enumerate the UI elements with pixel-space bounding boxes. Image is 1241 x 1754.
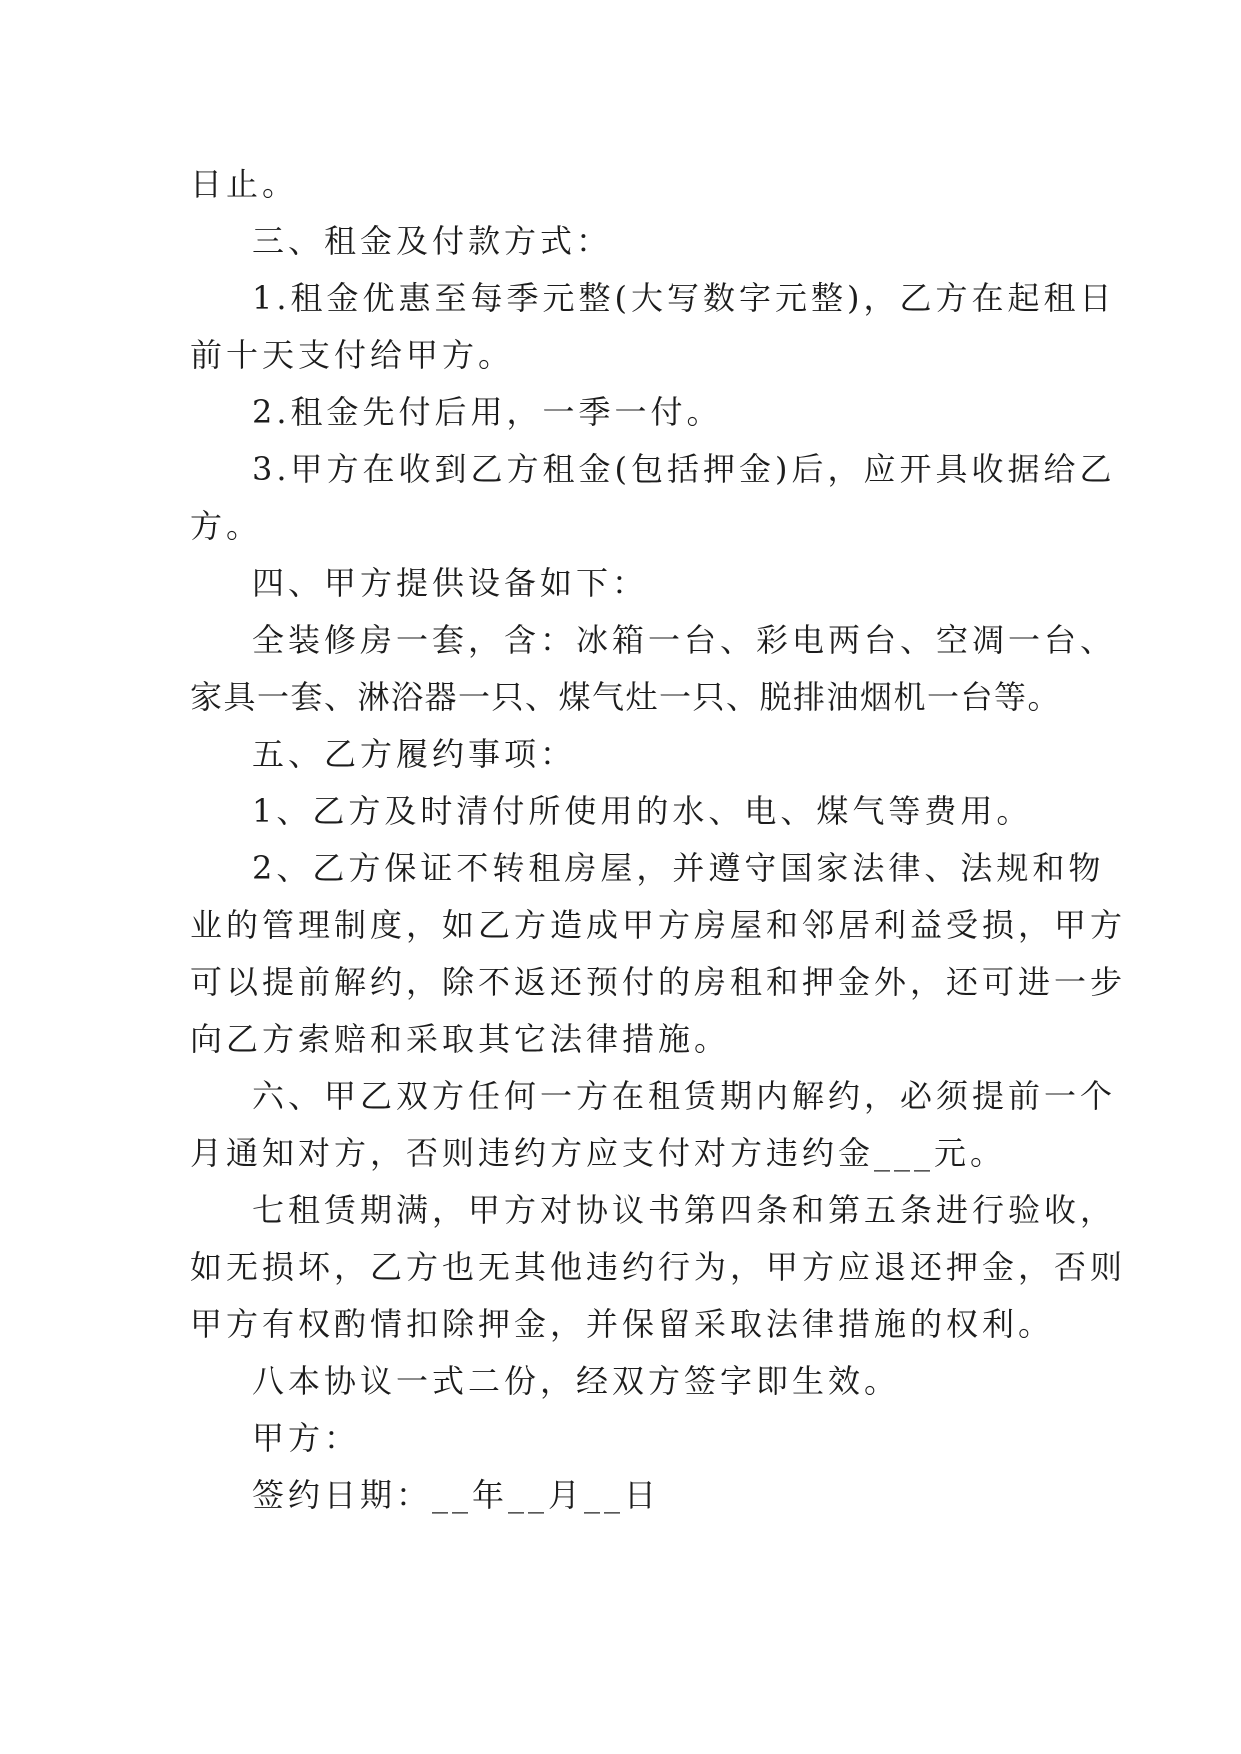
- section-heading: 七租赁期满，甲方对协议书第四条和第五条进行验收，: [252, 1191, 1117, 1229]
- text-line: 甲方有权酌情扣除押金，并保留采取法律措施的权利。: [190, 1305, 1055, 1343]
- text-line: 前十天支付给甲方。: [190, 336, 515, 374]
- text-line: 向乙方索赔和采取其它法律措施。: [190, 1020, 731, 1058]
- section-heading: 五、乙方履约事项：: [252, 735, 577, 773]
- text-line: 1、乙方及时清付所使用的水、电、煤气等费用。: [252, 792, 1033, 830]
- section-heading: 六、甲乙双方任何一方在租赁期内解约，必须提前一个: [252, 1077, 1117, 1115]
- text-line: 2.租金先付后用，一季一付。: [252, 393, 723, 431]
- section-heading: 四、甲方提供设备如下：: [252, 564, 649, 602]
- section-heading: 八本协议一式二份，经双方签字即生效。: [252, 1362, 901, 1400]
- text-line: 3.甲方在收到乙方租金(包括押金)后，应开具收据给乙: [252, 450, 1116, 488]
- text-line: 1.租金优惠至每季元整(大写数字元整)，乙方在起租日: [252, 279, 1116, 317]
- text-line: 日止。: [190, 165, 299, 203]
- text-line: 2、乙方保证不转租房屋，并遵守国家法律、法规和物: [252, 849, 1105, 887]
- section-heading: 三、租金及付款方式：: [252, 222, 613, 260]
- text-line: 月通知对方，否则违约方应支付对方违约金___元。: [190, 1134, 1007, 1172]
- text-line: 业的管理制度，如乙方造成甲方房屋和邻居利益受损，甲方: [190, 906, 1127, 944]
- text-line: 全装修房一套，含：冰箱一台、彩电两台、空凋一台、: [252, 621, 1117, 659]
- text-line: 家具一套、淋浴器一只、煤气灶一只、脱排油烟机一台等。: [190, 678, 1062, 716]
- text-line: 如无损坏，乙方也无其他违约行为，甲方应退还押金，否则: [190, 1248, 1127, 1286]
- text-line: 方。: [190, 507, 263, 545]
- party-a-label: 甲方：: [252, 1419, 361, 1457]
- text-line: 可以提前解约，除不返还预付的房租和押金外，还可进一步: [190, 963, 1127, 1001]
- signing-date: 签约日期：__年__月__日: [252, 1476, 661, 1514]
